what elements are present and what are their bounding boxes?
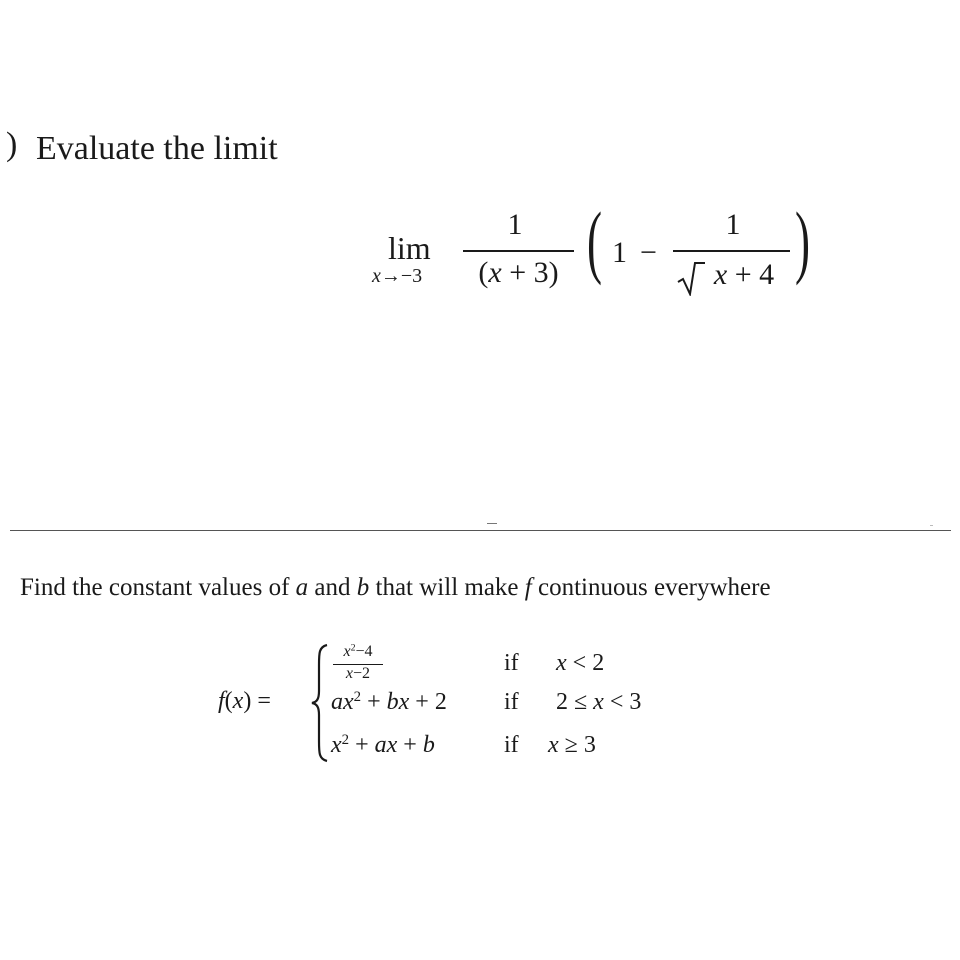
fraction-2-numerator: 1	[725, 208, 741, 241]
left-brace-icon	[309, 643, 331, 763]
case-3-if: if	[504, 732, 519, 758]
fraction-1-bar	[463, 250, 574, 252]
fraction-1-denominator: (x + 3)	[478, 256, 559, 289]
limit-operator: lim	[388, 230, 431, 266]
limit-value: −3	[400, 265, 423, 287]
fraction-2-radicand: x + 4	[713, 258, 775, 291]
large-right-paren: )	[795, 195, 811, 286]
large-left-paren: (	[587, 195, 603, 286]
limit-subscript	[372, 266, 422, 286]
limit-arrow: →	[380, 265, 401, 287]
case-1-numerator: $x^2-4$	[343, 642, 373, 660]
case-1-condition: x < 2	[556, 650, 605, 676]
case-1-denominator: x−2	[345, 665, 371, 682]
minus-sign: −	[640, 236, 657, 269]
case-3-expression: $x^2$ + ax + b	[331, 731, 435, 758]
function-label: f(x) =	[218, 688, 271, 714]
problem-1-marker: )	[6, 126, 18, 163]
problem-1-heading: Evaluate the limit	[36, 130, 278, 167]
divider-dot	[930, 525, 933, 526]
case-2-condition: 2 ≤ x < 3	[556, 689, 642, 715]
constant-one: 1	[612, 236, 627, 269]
case-2-if: if	[504, 689, 519, 715]
case-1-if: if	[504, 650, 519, 676]
section-divider	[10, 530, 951, 531]
divider-mark	[487, 523, 497, 524]
limit-variable: x	[372, 265, 381, 287]
problem-2-instruction: Find the constant values of a and b that will make f continuous everywhere	[20, 574, 771, 601]
case-2-expression: $ax^2$ + bx + 2	[331, 688, 447, 715]
case-3-condition: x ≥ 3	[548, 732, 596, 758]
fraction-2-bar	[673, 250, 790, 252]
fraction-1-numerator: 1	[507, 208, 523, 241]
